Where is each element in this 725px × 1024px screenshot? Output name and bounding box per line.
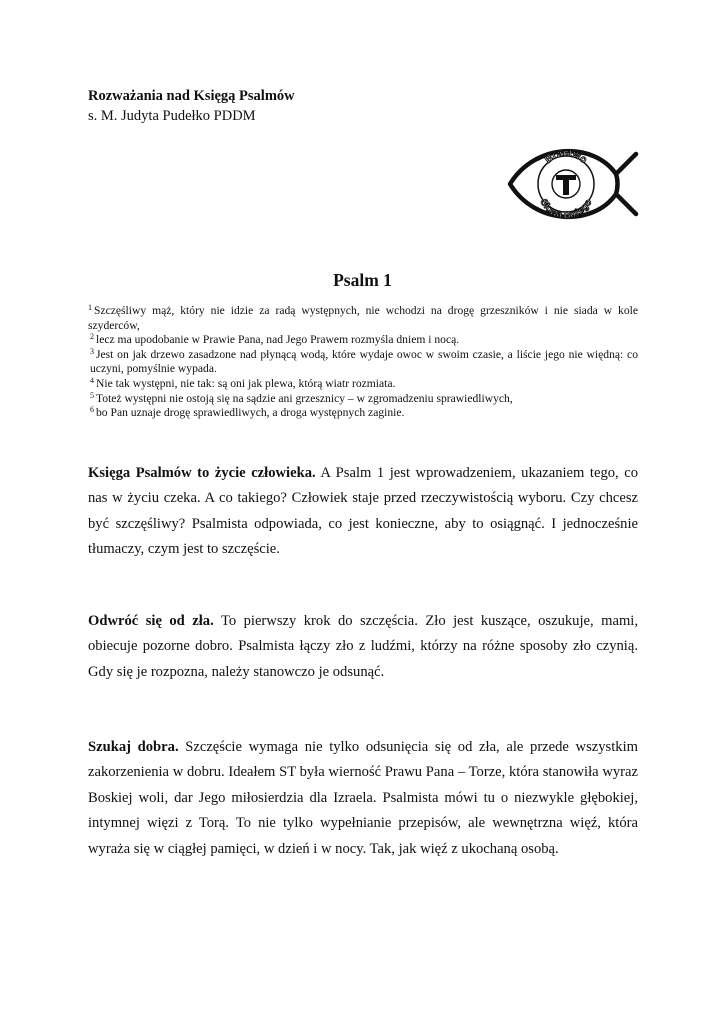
verse-text: bo Pan uznaje drogę sprawiedliwych, a droga występnych zaginie.	[96, 406, 405, 420]
verse-6	[88, 406, 638, 421]
verse-number: 1	[88, 303, 92, 312]
verse-1	[88, 304, 638, 333]
verse-text: Nie tak występni, nie tak: są oni jak plewa, którą wiatr rozmiata.	[96, 376, 396, 390]
document-author: s. M. Judyta Pudełko PDDM	[88, 108, 256, 124]
section-paragraph-1	[88, 461, 638, 563]
section-text: A Psalm 1 jest wprowadzeniem, ukazaniem tego, co nas w życiu czeka. A co takiego? Człowiek staje przed rzeczywistością wyboru. Czy chcesz być szczęśliwy? Psalmista odpowiada, co jest konieczne, aby to osiągnąć. I jednocześnie tłumaczy, czym jest to szczęście.	[88, 465, 639, 558]
psalm-verses	[88, 304, 638, 421]
verse-number: 2	[90, 332, 94, 342]
verse-number: 5	[90, 390, 94, 400]
section-lead: Księga Psalmów to życie człowieka.	[88, 465, 316, 481]
verse-5	[88, 392, 638, 407]
section-lead: Szukaj dobra.	[88, 739, 179, 755]
section-lead: Odwróć się od zła.	[88, 613, 214, 629]
document-header	[88, 86, 295, 126]
verse-number: 3	[90, 346, 94, 356]
verse-3	[88, 348, 638, 377]
verse-text: Toteż występni nie ostoją się na sądzie ani grzesznicy – w zgromadzeniu sprawiedliwych,	[96, 391, 513, 405]
logo-bottom-text: Słowa Bożego	[537, 197, 595, 222]
logo-top-text: Bractwo	[543, 147, 589, 166]
section-paragraph-3	[88, 735, 638, 862]
verse-text: Jest on jak drzewo zasadzone nad płynącą wodą, które wydaje owoc w swoim czasie, a liście jego nie więdną: co uczyni, pomyślnie wypada.	[90, 347, 638, 376]
verse-number: 4	[90, 375, 94, 385]
section-paragraph-2	[88, 609, 638, 685]
tau-cross-icon	[556, 175, 576, 195]
verse-text: lecz ma upodobanie w Prawie Pana, nad Jego Prawem rozmyśla dniem i nocą.	[96, 333, 460, 347]
psalm-title: Psalm 1	[333, 270, 392, 290]
verse-number: 6	[90, 405, 94, 415]
bractwo-slowa-bozego-logo	[506, 140, 640, 228]
document-title: Rozważania nad Księgą Psalmów	[88, 88, 295, 104]
section-text: Szczęście wymaga nie tylko odsunięcia się od zła, ale przede wszystkim zakorzenienia w dobru. Ideałem ST była wierność Prawu Pana – Torze, która stanowiła wyraz Boskiej woli, dar Jego miłosierdzia dla Izraela. Psalmista mówi tu o niezwykle głębokiej, intymnej więzi z Torą. To nie tylko wypełnianie przepisów, ale wewnętrzna więź, która wyraża się w ciągłej pamięci, w dzień i w nocy. Tak, jak więź z ukochaną osobą.	[88, 739, 638, 857]
verse-2	[88, 333, 638, 348]
svg-text:Słowa Bożego	[538, 197, 595, 221]
section-text: To pierwszy krok do szczęścia. Zło jest kuszące, oszukuje, mami, obiecuje pozorne dobro. Psalmista łączy zło z ludźmi, którzy na różne sposoby zło czynią. Gdy się je rozpozna, należy stanowczo je odsunąć.	[88, 613, 638, 680]
verse-text: Szczęśliwy mąż, który nie idzie za radą występnych, nie wchodzi na drogę grzeszników i nie siada w kole szyderców,	[88, 304, 638, 332]
verse-4	[88, 377, 638, 392]
